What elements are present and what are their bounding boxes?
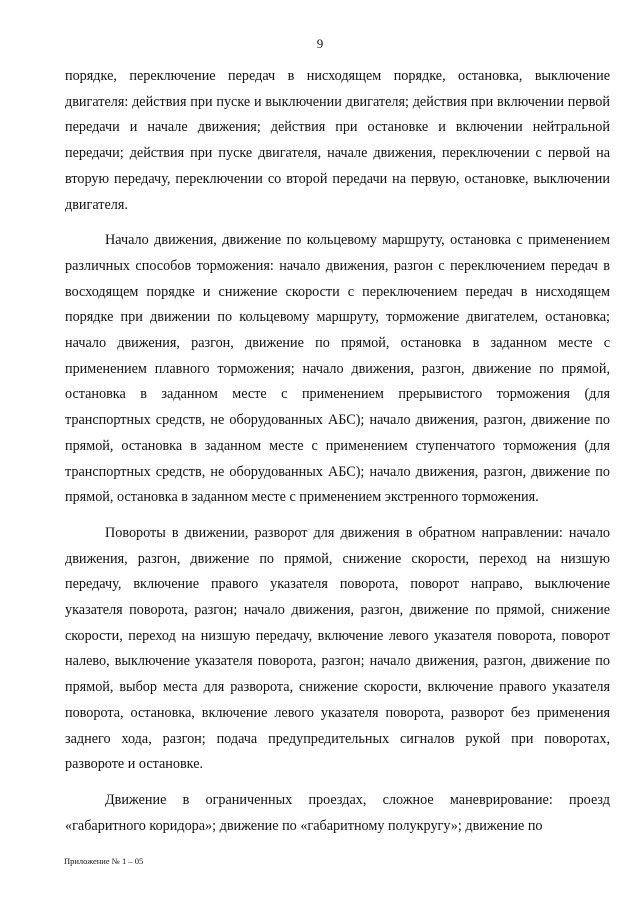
paragraph-circular-route: Начало движения, движение по кольцевому маршруту, остановка с применением различных способов торможения: начало движения, разгон с переключением передач в восходящем порядке и снижение скорости с переключением передач в нисходящем порядке при движении по кольцевому маршруту, торможение двигателем, остановка; начало движения, разгон, движение по прямой, остановка в заданном месте с применением плавного торможения; начало движения, разгон, движение по прямой, остановка в заданном месте с применением прерывистого торможения (для транспортных средств, не оборудованных АБС); начало движения, разгон, движение по прямой, остановка в заданном месте с применением ступенчатого торможения (для транспортных средств, не оборудованных АБС); начало движения, разгон, движение по прямой, остановка в заданном месте с применением экстренного торможения. bbox=[65, 232, 610, 506]
paragraph-maneuvering: Движение в ограниченных проездах, сложное маневрирование: проезд «габаритного коридора»; движение по «габаритному полукругу»; движение по bbox=[65, 791, 610, 834]
paragraph-turns: Повороты в движении, разворот для движения в обратном направлении: начало движения, разгон, движение по прямой, снижение скорости, переход на низшую передачу, включение правого указателя поворота, поворот направо, выключение указателя поворота, разгон; начало движения, разгон, движение по прямой, снижение скорости, переход на низшую передачу, включение левого указателя поворота, поворот налево, выключение указателя поворота, разгон; начало движения, разгон, движение по прямой, выбор места для разворота, снижение скорости, включение правого указателя поворота, остановка, включение левого указателя поворота, разворот без применения заднего хода, разгон; подача предупредительных сигналов рукой при поворотах, развороте и остановке. bbox=[65, 524, 610, 773]
body-text bbox=[65, 64, 610, 849]
page-number: 9 bbox=[316, 36, 324, 51]
paragraph-continuation: порядке, переключение передач в нисходящем порядке, остановка, выключение двигателя: действия при пуске и выключении двигателя; действия при включении первой передачи и начале движения; действия при остановке и включении нейтральной передачи; действия при пуске двигателя, начале движения, переключении с первой на вторую передачу, переключении со второй передачи на первую, остановке, выключении двигателя. bbox=[65, 68, 610, 213]
footer-appendix-label: Приложение № 1 – 05 bbox=[64, 856, 144, 866]
